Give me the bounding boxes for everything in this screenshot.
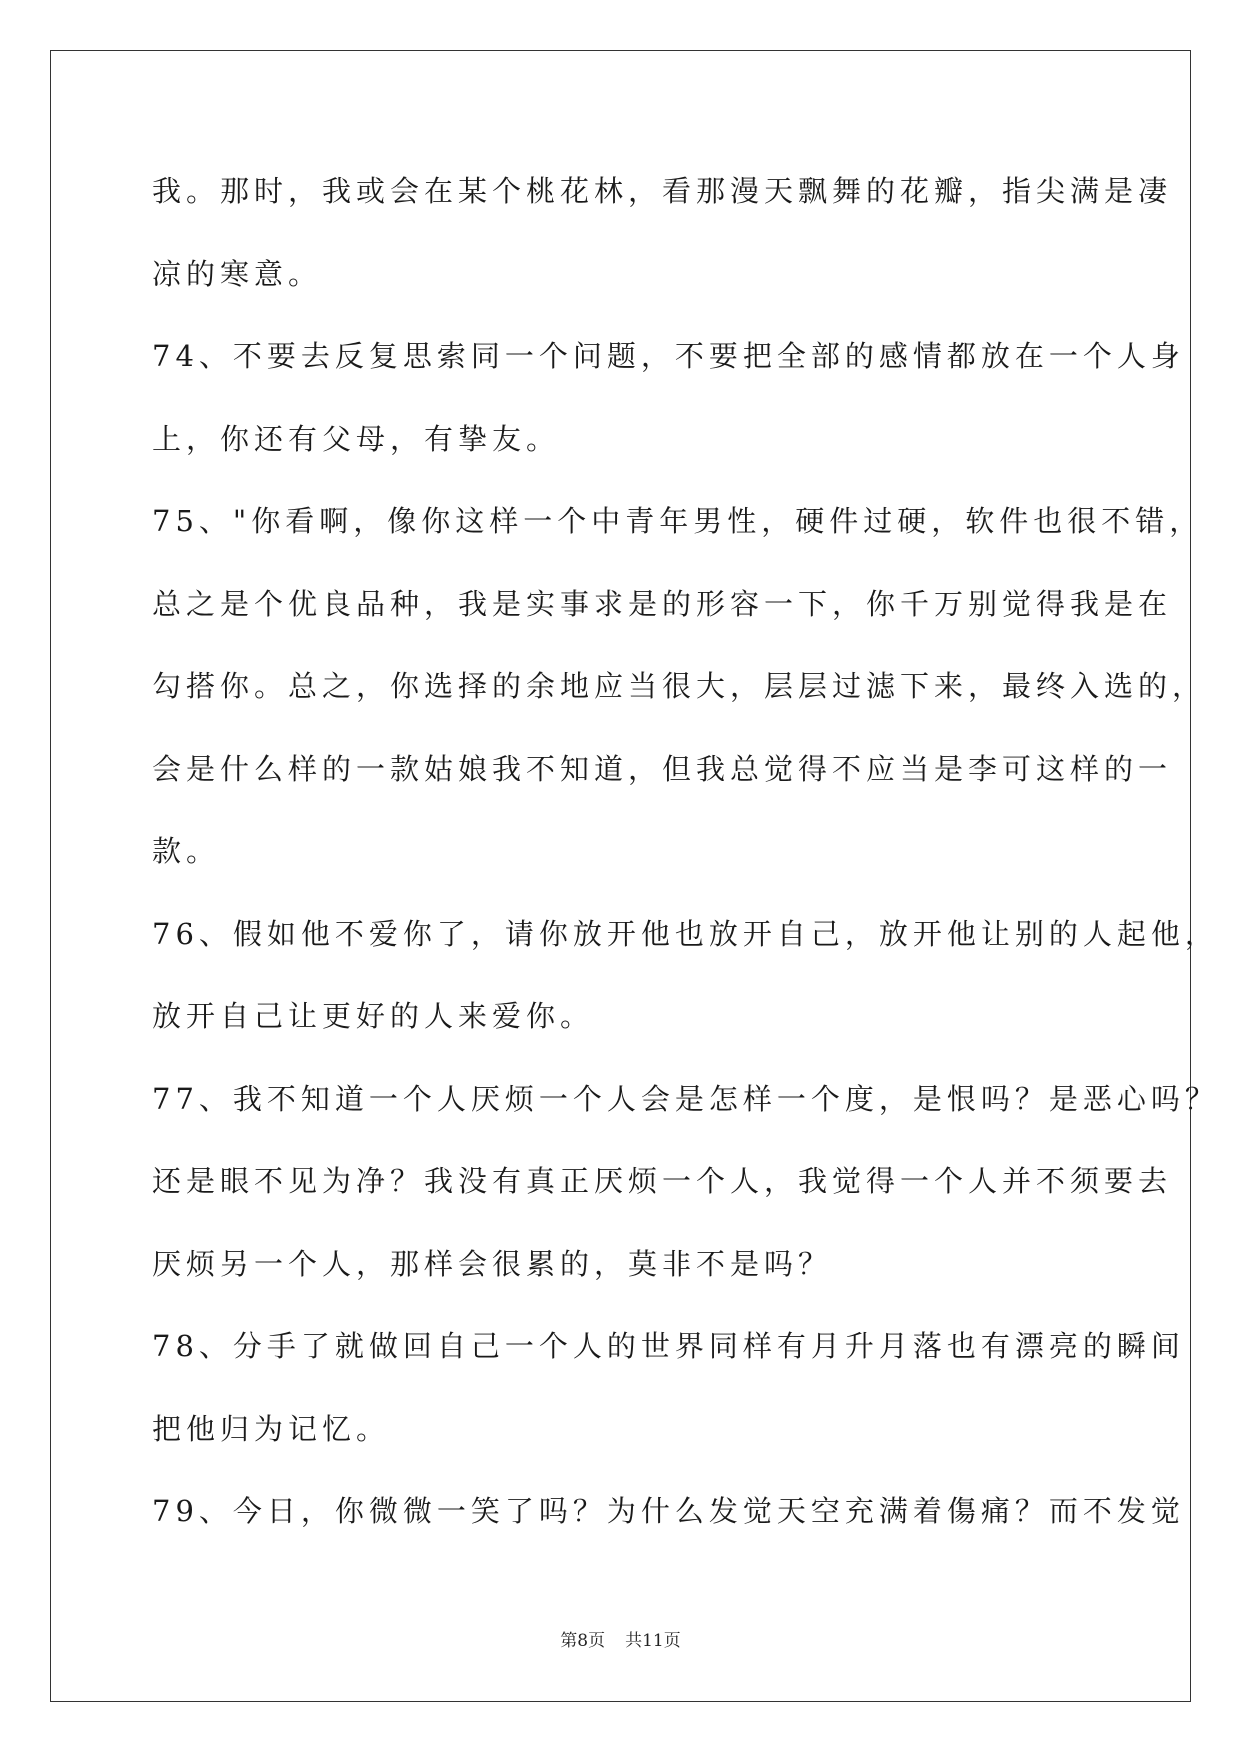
text-line: 79、今日，你微微一笑了吗？为什么发觉天空充满着傷痛？而不发觉	[152, 1494, 1185, 1528]
text-line: 76、假如他不爱你了，请你放开他也放开自己，放开他让别的人起他，	[152, 916, 1219, 951]
text-line: 款。	[152, 834, 221, 868]
text-line: 勾搭你。总之，你选择的余地应当很大，层层过滤下来，最终入选的，	[152, 669, 1207, 703]
text-line: 还是眼不见为净？我没有真正厌烦一个人，我觉得一个人并不须要去	[152, 1164, 1173, 1198]
text-line: 74、不要去反复思索同一个问题，不要把全部的感情都放在一个人身	[152, 339, 1185, 373]
text-line: 把他归为记忆。	[152, 1411, 391, 1446]
text-line: 厌烦另一个人，那样会很累的，莫非不是吗？	[152, 1246, 833, 1281]
text-line: 75、"你看啊，像你这样一个中青年男性，硬件过硬，软件也很不错，	[152, 504, 1204, 538]
text-line: 我。那时，我或会在某个桃花林，看那漫天飘舞的花瓣，指尖满是凄	[152, 174, 1173, 208]
page-total: 共11页	[625, 1631, 681, 1651]
text-line: 放开自己让更好的人来爱你。	[152, 999, 595, 1033]
document-body	[152, 158, 1219, 1561]
text-line: 上，你还有父母，有挚友。	[152, 421, 561, 456]
text-line: 凉的寒意。	[152, 256, 323, 291]
text-line: 总之是个优良品种，我是实事求是的形容一下，你千万别觉得我是在	[152, 586, 1173, 621]
text-line: 会是什么样的一款姑娘我不知道，但我总觉得不应当是李可这样的一	[152, 751, 1173, 786]
page-footer	[0, 1626, 1241, 1651]
text-line: 77、我不知道一个人厌烦一个人会是怎样一个度，是恨吗？是恶心吗？	[152, 1081, 1219, 1116]
page-number: 第8页	[560, 1631, 606, 1651]
text-line: 78、分手了就做回自己一个人的世界同样有月升月落也有漂亮的瞬间	[152, 1329, 1185, 1363]
